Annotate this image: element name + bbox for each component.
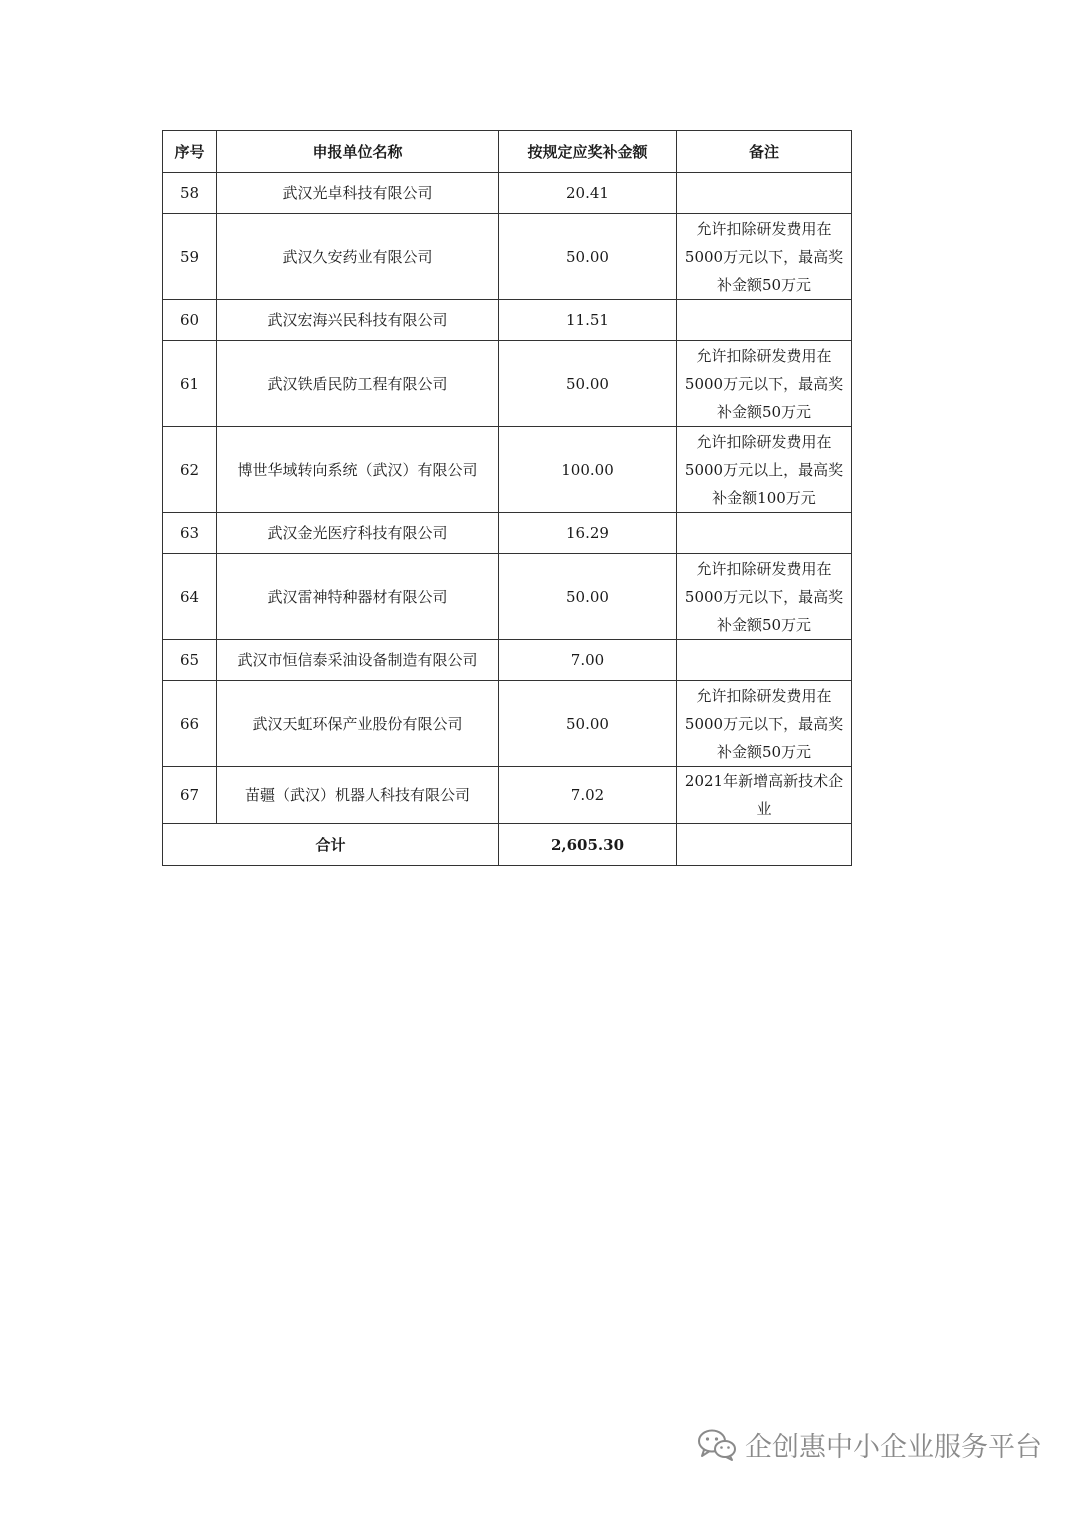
header-note: 备注 bbox=[677, 131, 852, 173]
cell-company: 武汉久安药业有限公司 bbox=[217, 214, 499, 300]
total-note bbox=[677, 824, 852, 866]
cell-company: 武汉市恒信泰采油设备制造有限公司 bbox=[217, 640, 499, 681]
cell-amount: 50.00 bbox=[499, 554, 677, 640]
cell-note bbox=[677, 300, 852, 341]
total-label: 合计 bbox=[163, 824, 499, 866]
cell-amount: 100.00 bbox=[499, 427, 677, 513]
header-company: 申报单位名称 bbox=[217, 131, 499, 173]
table-row bbox=[163, 300, 852, 341]
cell-company: 武汉金光医疗科技有限公司 bbox=[217, 513, 499, 554]
cell-amount: 50.00 bbox=[499, 341, 677, 427]
cell-note bbox=[677, 173, 852, 214]
cell-note bbox=[677, 640, 852, 681]
cell-amount: 50.00 bbox=[499, 681, 677, 767]
watermark-text: 企创惠中小企业服务平台 bbox=[745, 1432, 1042, 1463]
cell-note: 允许扣除研发费用在5000万元以下，最高奖补金额50万元 bbox=[677, 554, 852, 640]
cell-note: 允许扣除研发费用在5000万元以上，最高奖补金额100万元 bbox=[677, 427, 852, 513]
table-row bbox=[163, 767, 852, 824]
table-row bbox=[163, 214, 852, 300]
cell-company: 苗疆（武汉）机器人科技有限公司 bbox=[217, 767, 499, 824]
cell-amount: 7.00 bbox=[499, 640, 677, 681]
table-row bbox=[163, 173, 852, 214]
cell-serial: 65 bbox=[163, 640, 217, 681]
total-row bbox=[163, 824, 852, 866]
cell-note: 2021年新增高新技术企业 bbox=[677, 767, 852, 824]
cell-amount: 20.41 bbox=[499, 173, 677, 214]
table-row bbox=[163, 681, 852, 767]
table-row bbox=[163, 427, 852, 513]
cell-company: 武汉铁盾民防工程有限公司 bbox=[217, 341, 499, 427]
cell-amount: 7.02 bbox=[499, 767, 677, 824]
cell-company: 武汉天虹环保产业股份有限公司 bbox=[217, 681, 499, 767]
cell-serial: 64 bbox=[163, 554, 217, 640]
cell-note: 允许扣除研发费用在5000万元以下，最高奖补金额50万元 bbox=[677, 341, 852, 427]
watermark bbox=[697, 1425, 1042, 1464]
cell-serial: 61 bbox=[163, 341, 217, 427]
table-row bbox=[163, 554, 852, 640]
cell-serial: 66 bbox=[163, 681, 217, 767]
cell-note bbox=[677, 513, 852, 554]
table-row bbox=[163, 640, 852, 681]
cell-amount: 16.29 bbox=[499, 513, 677, 554]
cell-note: 允许扣除研发费用在5000万元以下，最高奖补金额50万元 bbox=[677, 214, 852, 300]
table-row bbox=[163, 513, 852, 554]
cell-company: 武汉雷神特种器材有限公司 bbox=[217, 554, 499, 640]
cell-serial: 58 bbox=[163, 173, 217, 214]
table-row bbox=[163, 341, 852, 427]
header-serial: 序号 bbox=[163, 131, 217, 173]
cell-serial: 60 bbox=[163, 300, 217, 341]
table-header-row bbox=[163, 131, 852, 173]
award-table bbox=[162, 130, 852, 866]
cell-serial: 59 bbox=[163, 214, 217, 300]
cell-company: 武汉宏海兴民科技有限公司 bbox=[217, 300, 499, 341]
cell-amount: 11.51 bbox=[499, 300, 677, 341]
cell-serial: 63 bbox=[163, 513, 217, 554]
total-amount: 2,605.30 bbox=[499, 824, 677, 866]
cell-company: 博世华域转向系统（武汉）有限公司 bbox=[217, 427, 499, 513]
cell-amount: 50.00 bbox=[499, 214, 677, 300]
cell-serial: 67 bbox=[163, 767, 217, 824]
cell-company: 武汉光卓科技有限公司 bbox=[217, 173, 499, 214]
cell-note: 允许扣除研发费用在5000万元以下，最高奖补金额50万元 bbox=[677, 681, 852, 767]
header-amount: 按规定应奖补金额 bbox=[499, 131, 677, 173]
wechat-icon bbox=[697, 1428, 737, 1462]
cell-serial: 62 bbox=[163, 427, 217, 513]
